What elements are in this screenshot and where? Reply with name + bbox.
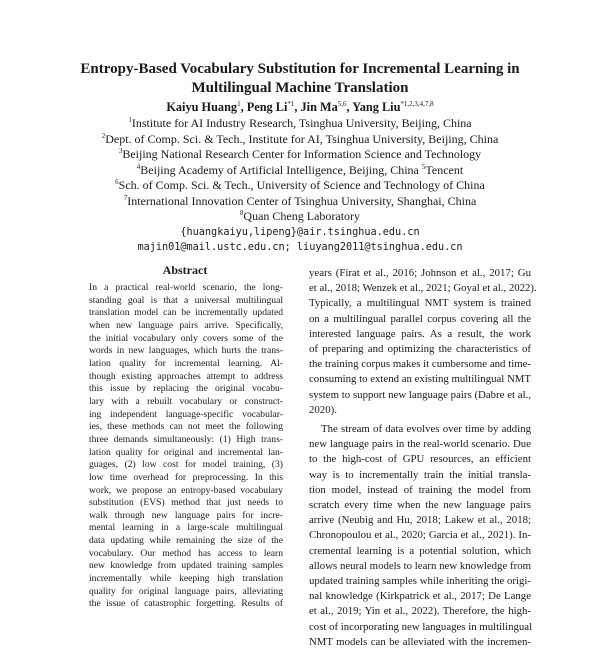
body-line: system to support new language pairs (Dabre et al., (309, 388, 531, 401)
affiliation-text: Beijing Academy of Artificial Intelligence, Beijing, China (140, 162, 422, 177)
affiliation-mark: 1 (128, 116, 132, 124)
abstract-line: ing independent language-specific vocabular- (89, 408, 283, 420)
abstract-line: quality for original language pairs, alleviating (89, 585, 283, 597)
author-affiliation-mark: *1 (287, 99, 295, 108)
affiliation-line (30, 116, 570, 132)
body-line: NMT models can be alleviated with the incremen- (309, 635, 531, 648)
abstract-line: the initial vocabulary only covers some of the (89, 332, 283, 344)
affiliation-line (30, 163, 570, 179)
author-affiliation-mark: 5,6 (337, 99, 347, 108)
body-line: interested language pairs. As a result, the work (309, 327, 531, 340)
abstract-line: substitution (EVS) method that just needs to (89, 497, 283, 509)
affiliation-text: Tencent (425, 162, 464, 177)
body-line: et al., 2019; Yin et al., 2022). Therefore, the high- (309, 605, 531, 618)
abstract-line: ies, these methods can not meet the following (89, 421, 283, 433)
affiliation-mark: 7 (123, 193, 128, 202)
abstract-line: standing goal is that a universal multilingual (89, 294, 283, 306)
body-line: years (Firat et al., 2016; Johnson et al., 2017; Gu (309, 267, 531, 279)
body-line: allows neural models to learn new knowledge from (309, 559, 531, 572)
author-separator: , (346, 100, 353, 114)
affiliation-mark: 2 (101, 131, 106, 140)
affiliation-line (30, 147, 570, 163)
abstract-line: this issue by replacing the original vocabu- (89, 383, 283, 395)
affiliation-text: Institute for AI Industry Research, Tsinghua University, Beijing, China (131, 116, 472, 130)
body-line: 2020). (309, 403, 337, 416)
abstract-line: In a practical real-world scenario, the long- (89, 282, 283, 293)
affiliation-mark: 5 (421, 162, 426, 171)
right-column-body (309, 266, 537, 650)
title-line-1: Entropy-Based Vocabulary Substitution for Incremental Learning in (80, 61, 520, 77)
abstract-line: translation model can be incrementally updated (89, 307, 283, 319)
abstract-line: the issue of catastrophic forgetting. Results of (89, 598, 283, 610)
affiliation-mark: 4 (136, 162, 141, 171)
affiliation-text: International Innovation Center of Tsinghua University, Shanghai, China (127, 193, 477, 208)
abstract-line: lation quality for original and incremental lan- (89, 446, 283, 458)
abstract-line: work, we propose an entropy-based vocabulary (89, 484, 283, 496)
body-line: scratch every time when the new language pairs (309, 499, 531, 512)
abstract-line: incrementally while keeping high translation (89, 573, 283, 585)
abstract-heading: Abstract (162, 263, 208, 277)
body-line: et al., 2018; Wenzek et al., 2021; Goyal et al., 2022). (309, 282, 537, 295)
email-line: {huangkaiyu,lipeng}@air.tsinghua.edu.cn (180, 226, 420, 238)
abstract-line: low time overhead for preprocessing. In this (89, 471, 283, 483)
abstract-line: three demands simultaneously: (1) High trans- (89, 433, 283, 445)
author-affiliation-mark: 1 (237, 99, 241, 108)
affiliation-mark: 8 (239, 209, 244, 217)
body-line: updated training samples while inheriting the origi- (309, 575, 531, 588)
body-line: on a multilingual parallel corpus covering all the (309, 312, 531, 325)
affiliation-text: Beijing National Research Center for Information Science and Technology (122, 147, 482, 161)
body-line: Chronopoulou et al., 2020; Garcia et al., 2021). In- (309, 529, 531, 542)
abstract-line: when new language pairs arrive. Specifically, (89, 319, 283, 331)
author-name: Kaiyu Huang (166, 100, 238, 114)
body-line: Typically, a multilingual NMT system is trained (309, 297, 531, 310)
paper-title (40, 60, 560, 98)
body-line: cremental learning is a potential solution, which (309, 544, 531, 557)
affiliation-mark: 3 (118, 147, 123, 155)
abstract-line: words in new languages, which hurts the trans- (89, 345, 283, 357)
body-line: The stream of data evolves over time by adding (321, 423, 531, 436)
affiliation-line (30, 209, 570, 225)
body-line: nal knowledge (Kirkpatrick et al., 2017; De Lange (309, 590, 531, 603)
author-separator: , (240, 100, 247, 114)
title-line-2: Multilingual Machine Translation (191, 80, 409, 96)
email-line: majin01@mail.ustc.edu.cn; liuyang2011@tsinghua.edu.cn (137, 242, 463, 253)
affiliation-line (30, 178, 570, 194)
affiliation-block (30, 116, 570, 256)
abstract-line: lation quality for incremental learning. Al- (89, 357, 283, 369)
affiliation-text: Sch. of Comp. Sci. & Tech., University of Science and Technology of China (118, 178, 485, 192)
abstract-line: though existing approaches attempt to address (89, 370, 283, 382)
body-line: arrive (Neubig and Hu, 2018; Lakew et al., 2018; (309, 514, 531, 527)
author-name: Yang Liu (352, 100, 401, 114)
body-line: tion model, instead of training the model from (309, 483, 531, 496)
abstract-line: guages, (2) low cost for model training, (3) (89, 459, 283, 471)
affiliation-text: Dept. of Comp. Sci. & Tech., Institute for AI, Tsinghua University, Beijing, China (105, 131, 499, 146)
body-line: the training corpus makes it cumbersome and time- (309, 358, 531, 371)
author-name: Peng Li (246, 100, 288, 114)
affiliation-line (30, 194, 570, 210)
abstract-line: lary with a rebuilt vocabulary or construct- (89, 395, 283, 407)
abstract-line: data updating while remaining the size of the (89, 535, 283, 547)
abstract-body (89, 282, 283, 611)
author-separator: , (294, 100, 301, 114)
author-name: Jin Ma (300, 100, 338, 114)
abstract-line: mental learning in a large-scale multilingual (89, 522, 283, 534)
affiliation-line (30, 132, 570, 148)
abstract-line: walk through new language pairs for incre- (89, 509, 283, 521)
abstract-line: vocabulary. Our method has access to learn (89, 547, 283, 559)
body-line: cost of incorporating new languages in multilingual (309, 620, 533, 633)
author-affiliation-mark: *1,2,3,4,7,8 (400, 99, 434, 108)
body-line: way is to incrementally train the initial transla- (309, 468, 531, 481)
affiliation-mark: 6 (115, 178, 119, 186)
affiliation-text: Quan Cheng Laboratory (243, 209, 361, 223)
body-line: new language pairs in the real-world scenario. Due (309, 438, 531, 451)
body-line: of preparing and optimizing the characteristics of (309, 343, 531, 356)
abstract-line: new knowledge from updated training samples (89, 560, 283, 572)
body-line: to the high-cost of GPU resources, an efficient (309, 453, 531, 466)
body-line: consuming to extend an existing multilingual NMT (309, 373, 531, 386)
author-list (40, 100, 560, 115)
